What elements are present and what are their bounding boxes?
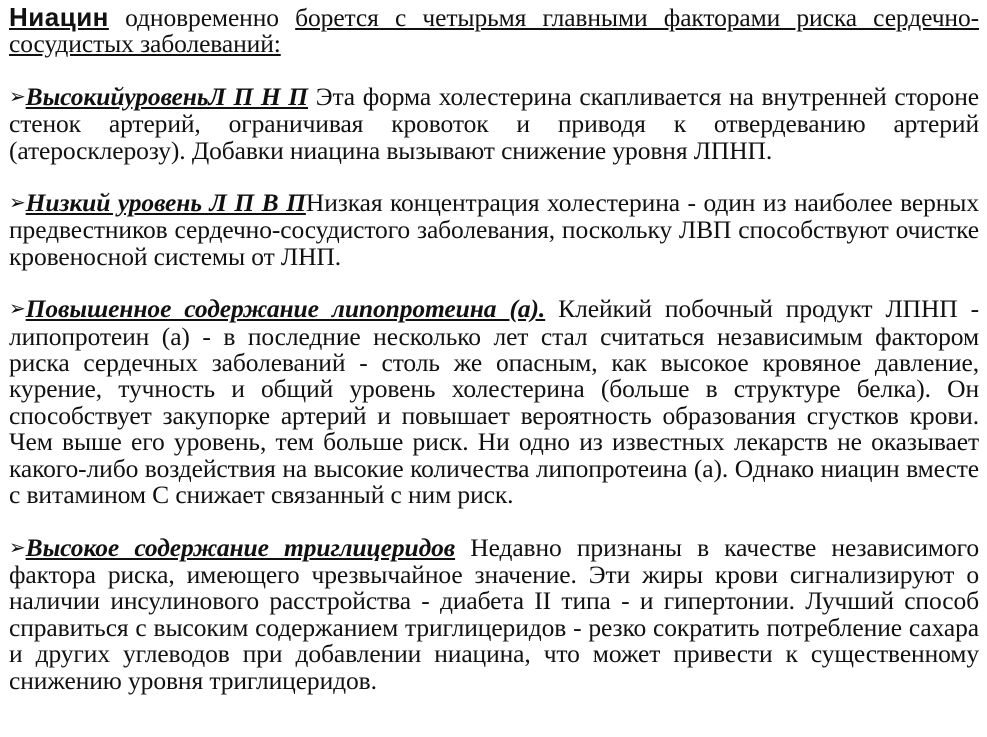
factor-paragraph-lipoprotein-a [9,296,979,508]
paragraph-spacer [9,509,979,535]
factor-paragraph-hdl [9,190,979,270]
factor-text-lipoprotein-a: Клейкий побочный продукт ЛПНП - липопротеин (а) - в последние несколько лет стал считаться независимым фактором риска сердечных заболеваний - столь же опасным, как высокое кровяное давление, курение, тучность и общий уровень холестерина (больше в структуре белка). Он способствует закупорке артерий и повышает вероятность образования сгустков крови. Чем выше его уровень, тем больше риск. Ни одно из известных лекарств не оказывает какого-либо воздействия на высокие количества липопротеина (а). Однако ниацин вместе с витамином С снижает связанный с ним риск. [9,294,980,510]
document-page [9,4,979,694]
factor-term-ldl: ВысокийуровеньЛ П Н П [25,81,309,111]
bullet-arrow-icon: ➢ [9,83,26,108]
bullet-arrow-icon: ➢ [9,296,26,321]
paragraph-spacer [9,270,979,296]
intro-paragraph [9,4,979,58]
paragraph-spacer [9,58,979,84]
intro-text: одновременно [108,3,296,32]
paragraph-spacer [9,164,979,190]
factor-term-hdl: Низкий уровень Л П В П [25,188,306,218]
bullet-arrow-icon: ➢ [9,534,26,559]
factor-term-triglycerides: Высокое содержание триглицеридов [25,532,456,562]
intro-underlined-text: борется с четырьмя главными факторами риска сердечно-сосудистых заболеваний: [9,3,980,59]
factor-text-triglycerides: Недавно признаны в качестве независимого фактора риска, имеющего чрезвычайное значение. Эти жиры крови сигнализируют о наличии инсулинового расстройства - диабета II типа - и гипертонии. Лучший способ справиться с высоким содержанием триглицеридов - резко сократить потребление сахара и других углеводов при добавлении ниацина, что может привести к существенному снижению уровня триглицеридов. [9,532,979,695]
factor-paragraph-ldl [9,81,980,165]
factor-term-lipoprotein-a: Повышенное содержание липопротеина (а). [25,294,546,324]
factor-text-ldl: Эта форма холестерина скапливается на внутренней стороне стенок артерий, ограничивая кровоток и приводя к отвердеванию артерий (атеросклерозу). Добавки ниацина вызывают снижение уровня ЛПНП. [9,81,980,165]
factor-text-hdl: Низкая концентрация холестерина - один из наиболее верных предвестников сердечно-сосудистого заболевания, поскольку ЛВП способствуют очистке кровеносной системы от ЛНП. [9,188,979,271]
document-title: Ниацин [9,2,109,32]
factor-paragraph-triglycerides [9,532,979,695]
bullet-arrow-icon: ➢ [9,190,26,215]
